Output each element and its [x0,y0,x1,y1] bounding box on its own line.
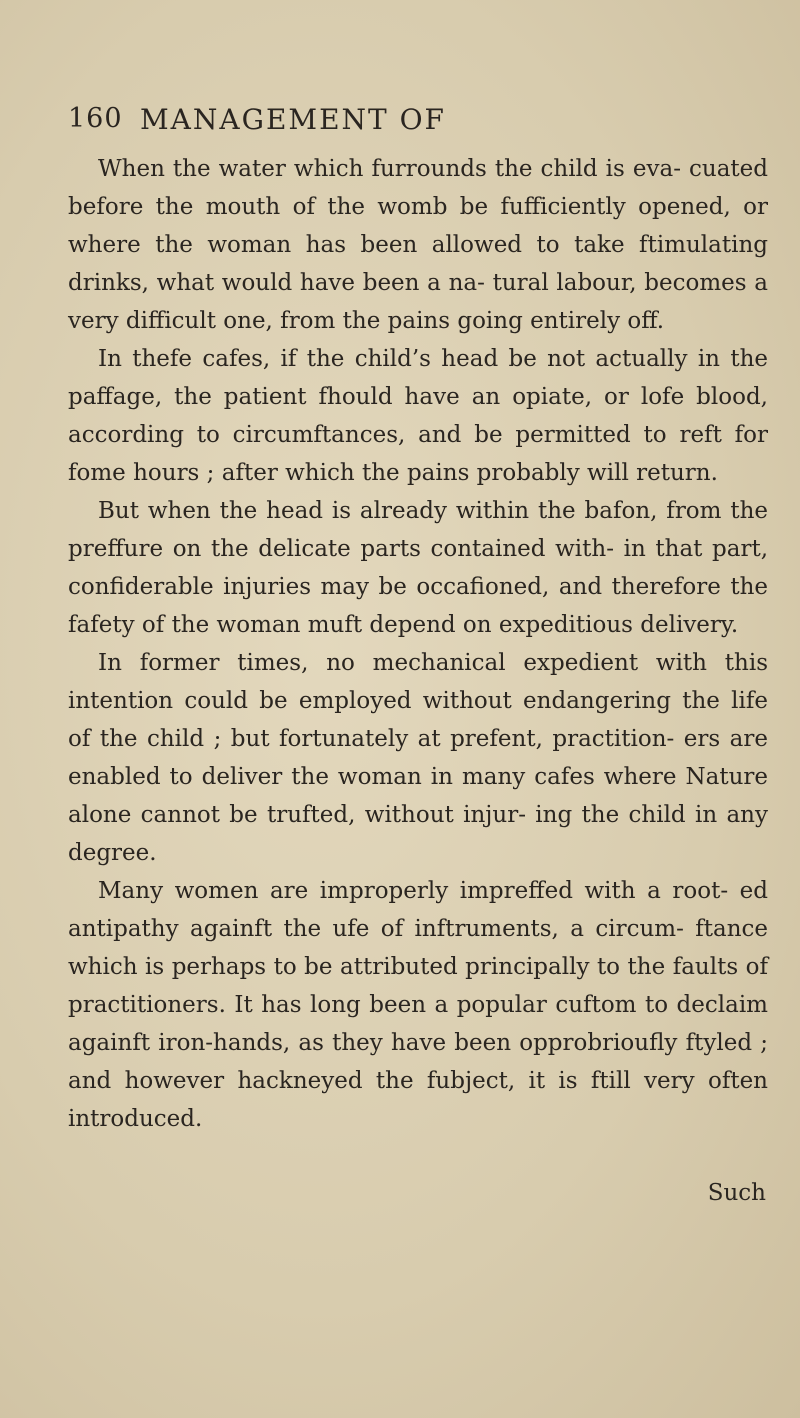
running-head-title: MANAGEMENT OF [140,103,446,136]
body-text [68,150,768,1138]
page-number: 160 [68,103,123,134]
paragraph-4: In former times, no mechanical expedient with this intention could be employed without endangering the life of the child ; but fortunately at prefent, practition- ers are enabled to deliver the woman in many cafes where Nature alone cannot be trufted, without injur- ing the child in any degree. [68,650,768,866]
catchword: Such [707,1180,766,1206]
paragraph-3: But when the head is already within the bafon, from the preffure on the delicate parts contained with- in that part, confiderable injuries may be occafioned, and therefore the fafety of the woman muft depend on expeditious delivery. [68,498,768,638]
paragraph-2: In thefe cafes, if the child’s head be not actually in the paffage, the patient fhould have an opiate, or lofe blood, according to circumftances, and be permitted to reft for fome hours ; after which the pains probably will return. [68,346,768,486]
paragraph-5: Many women are improperly impreffed with a root- ed antipathy againft the ufe of inftruments, a circum- ftance which is perhaps to be attributed principally to the faults of practitioners. It has long been a popular cuftom to declaim againft iron-hands, as they have been opprobrioufly ftyled ; and however hackneyed the fubject, it is ftill very often introduced. [68,878,768,1132]
running-head [68,103,768,143]
paragraph-1: When the water which furrounds the child is eva- cuated before the mouth of the womb be fufficiently opened, or where the woman has been allowed to take ftimulating drinks, what would have been a na- tural labour, becomes a very difficult one, from the pains going entirely off. [68,156,768,334]
